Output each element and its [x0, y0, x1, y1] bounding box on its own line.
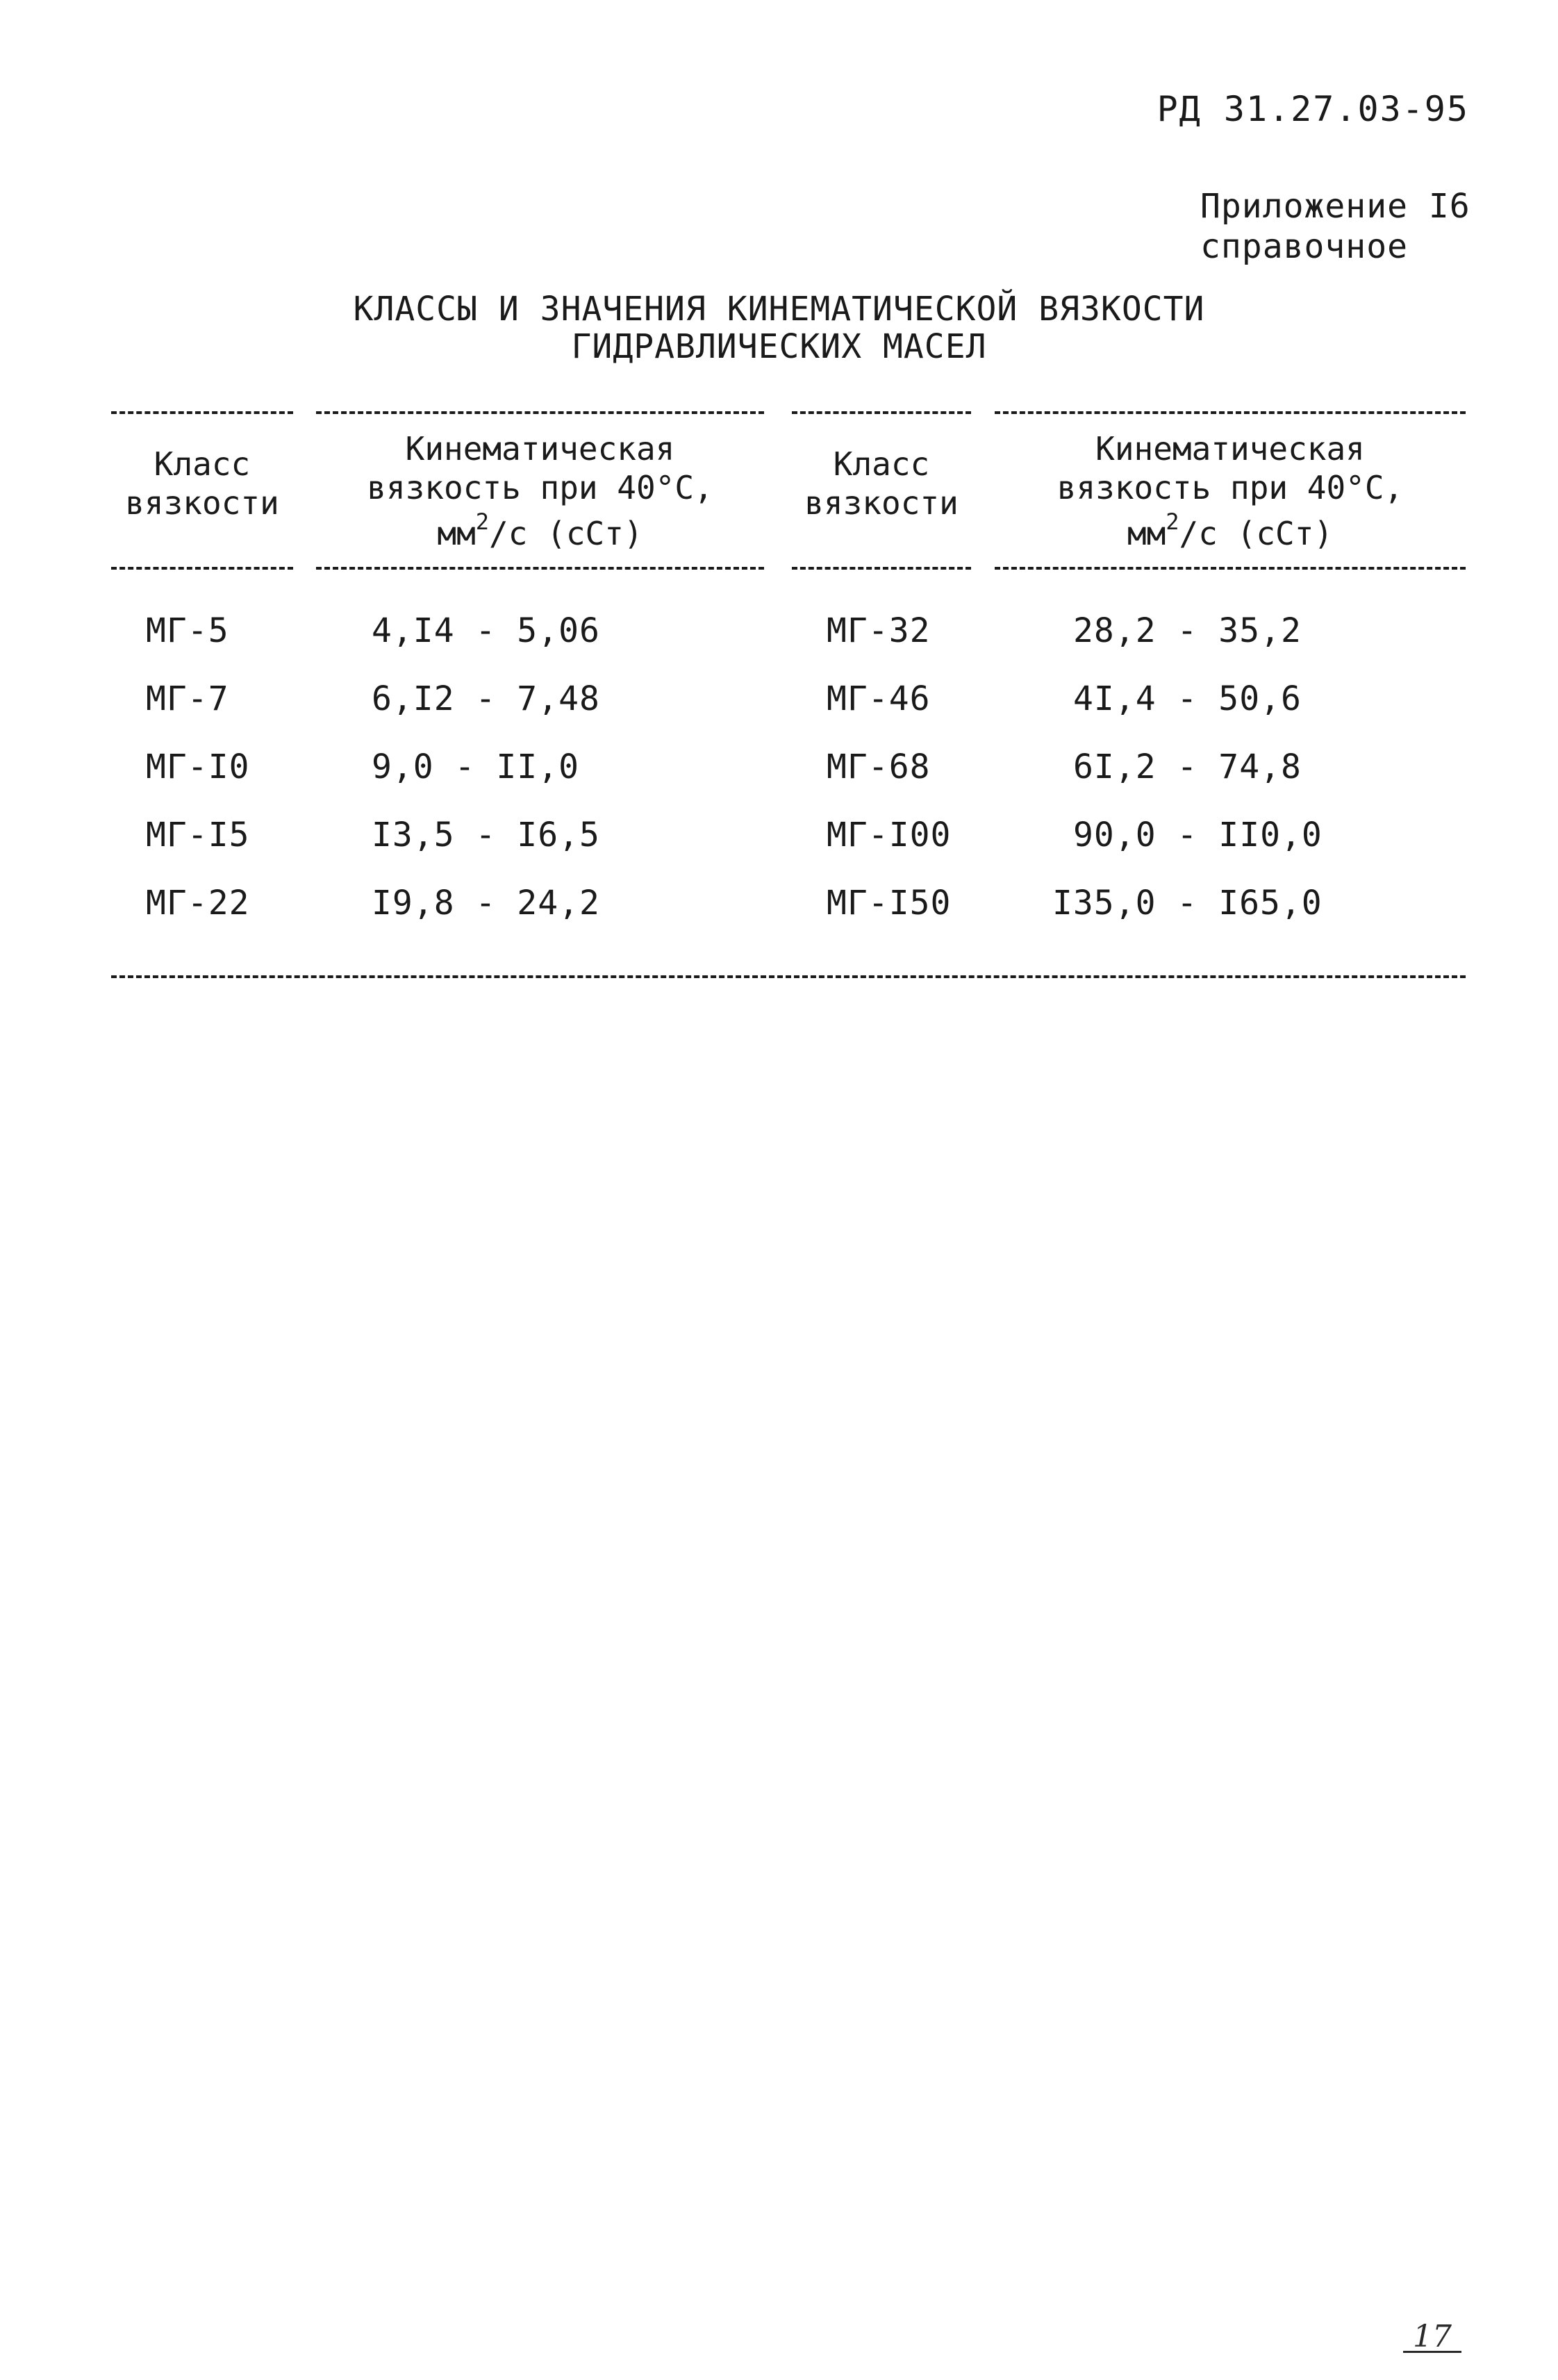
table-cell-viscosity: I3,5 - I6,5	[372, 816, 600, 854]
header-bottom-rule-4	[995, 567, 1466, 570]
header-top-rule-1	[111, 411, 293, 414]
header-viscosity-right-line1: Кинематическая	[1095, 430, 1365, 468]
header-viscosity-right	[995, 429, 1466, 553]
table-cell-viscosity: 9,0 - II,0	[372, 747, 579, 786]
table-cell-class: МГ-I5	[146, 816, 250, 854]
table-cell-class: МГ-68	[827, 747, 931, 786]
table-cell-viscosity: 6,I2 - 7,48	[372, 679, 600, 718]
table-bottom-rule	[111, 975, 1466, 978]
table-title-line2: ГИДРАВЛИЧЕСКИХ МАСЕЛ	[571, 327, 987, 366]
header-viscosity-left-unit: $мм^2/с$ (сСт)	[437, 509, 643, 552]
table-cell-viscosity: 28,2 - 35,2	[1073, 611, 1302, 650]
header-class-right-line1: Класс	[833, 445, 930, 483]
table-cell-class: МГ-I0	[146, 747, 250, 786]
header-top-rule-4	[995, 411, 1466, 414]
document-code: РД 31.27.03-95	[1157, 89, 1469, 129]
header-viscosity-left-line1: Кинематическая	[405, 430, 675, 468]
appendix-label	[1200, 186, 1470, 267]
table-cell-class: МГ-I50	[827, 884, 952, 923]
appendix-number: Приложение I6	[1200, 187, 1470, 226]
table-cell-class: МГ-5	[146, 611, 229, 650]
table-title-line1: КЛАССЫ И ЗНАЧЕНИЯ КИНЕМАТИЧЕСКОЙ ВЯЗКОСТИ	[353, 290, 1205, 329]
header-bottom-rule-1	[111, 567, 293, 570]
header-class-right	[792, 445, 971, 522]
header-bottom-rule-3	[792, 567, 971, 570]
table-cell-viscosity: I35,0 - I65,0	[1052, 884, 1323, 923]
appendix-type: справочное	[1200, 227, 1408, 266]
header-class-left	[111, 445, 293, 522]
table-cell-class: МГ-46	[827, 679, 931, 718]
header-top-rule-2	[316, 411, 764, 414]
table-title	[0, 290, 1558, 365]
header-class-left-line2: вязкости	[125, 484, 279, 522]
table-cell-viscosity: 4,I4 - 5,06	[372, 611, 600, 650]
table-cell-viscosity: 4I,4 - 50,6	[1073, 679, 1302, 718]
header-bottom-rule-2	[316, 567, 764, 570]
table-cell-class: МГ-22	[146, 884, 250, 923]
header-class-left-line1: Класс	[154, 445, 251, 483]
table-cell-viscosity: 90,0 - II0,0	[1073, 816, 1323, 854]
page-number: 17	[1403, 2323, 1461, 2353]
header-viscosity-right-unit: $мм^2/с$ (сСт)	[1127, 509, 1334, 552]
header-viscosity-left	[316, 429, 764, 553]
header-viscosity-right-line2: вязкость при 40°С,	[1056, 469, 1404, 506]
table-cell-viscosity: I9,8 - 24,2	[372, 884, 600, 923]
header-top-rule-3	[792, 411, 971, 414]
header-viscosity-left-line2: вязкость при 40°С,	[367, 469, 713, 506]
table-cell-class: МГ-I00	[827, 816, 952, 854]
table-cell-class: МГ-7	[146, 679, 229, 718]
table-cell-viscosity: 6I,2 - 74,8	[1073, 747, 1302, 786]
table-cell-class: МГ-32	[827, 611, 931, 650]
header-class-right-line2: вязкости	[804, 484, 959, 522]
